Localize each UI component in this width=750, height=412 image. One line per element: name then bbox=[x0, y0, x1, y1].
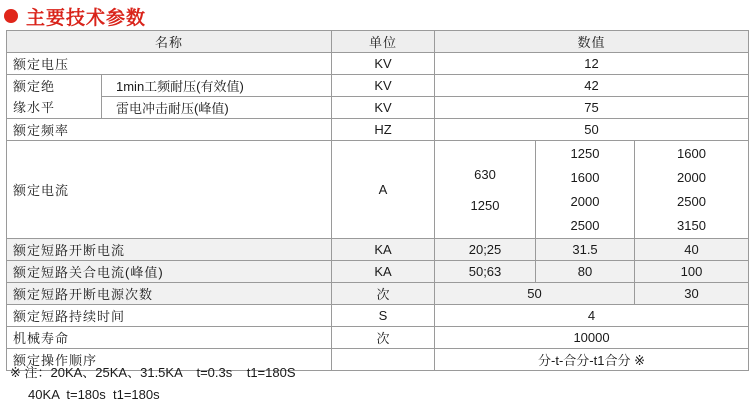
current-value: 2000 bbox=[677, 170, 706, 185]
row-unit: S bbox=[332, 305, 435, 327]
row-unit: KV bbox=[332, 97, 435, 119]
row-value: 100 bbox=[635, 261, 749, 283]
current-values-col1 bbox=[435, 141, 536, 239]
row-unit: KV bbox=[332, 75, 435, 97]
row-name: 1min工频耐压(有效值) bbox=[102, 75, 332, 97]
row-unit: KV bbox=[332, 53, 435, 75]
row-value: 30 bbox=[635, 283, 749, 305]
footnote-line: ※ 注：20KA、25KA、31.5KA t=0.3s t1=180S bbox=[10, 365, 296, 380]
row-value: 10000 bbox=[435, 327, 749, 349]
row-name: 额定短路持续时间 bbox=[7, 305, 332, 327]
spec-table bbox=[6, 30, 749, 371]
current-value: 1600 bbox=[677, 146, 706, 161]
row-name: 额定短路开断电源次数 bbox=[7, 283, 332, 305]
table-row bbox=[7, 119, 749, 141]
row-unit: KA bbox=[332, 239, 435, 261]
current-value: 630 bbox=[474, 166, 496, 182]
footnotes bbox=[10, 362, 296, 406]
current-value: 2000 bbox=[570, 194, 600, 209]
current-value: 2500 bbox=[677, 194, 706, 209]
row-name: 机械寿命 bbox=[7, 327, 332, 349]
table-row bbox=[7, 239, 749, 261]
table-row bbox=[7, 75, 749, 97]
bullet-icon bbox=[4, 9, 18, 23]
table-row bbox=[7, 305, 749, 327]
row-name: 额定短路开断电流 bbox=[7, 239, 332, 261]
section-header bbox=[4, 4, 146, 28]
row-value: 42 bbox=[435, 75, 749, 97]
row-unit bbox=[332, 349, 435, 371]
row-name: 额定电压 bbox=[7, 53, 332, 75]
footnote-line: 40KA t=180s t1=180s bbox=[10, 387, 160, 402]
row-value: 40 bbox=[635, 239, 749, 261]
insulation-level-label bbox=[7, 75, 102, 119]
row-unit: KA bbox=[332, 261, 435, 283]
current-value: 3150 bbox=[677, 218, 706, 233]
header-value: 数值 bbox=[435, 31, 749, 53]
table-row bbox=[7, 53, 749, 75]
table-header-row bbox=[7, 31, 749, 53]
row-unit: 次 bbox=[332, 327, 435, 349]
row-unit: 次 bbox=[332, 283, 435, 305]
current-values-col3 bbox=[635, 141, 749, 239]
table-row bbox=[7, 261, 749, 283]
table-row bbox=[7, 327, 749, 349]
row-value: 80 bbox=[536, 261, 635, 283]
row-value: 31.5 bbox=[536, 239, 635, 261]
row-unit: HZ bbox=[332, 119, 435, 141]
row-value: 20;25 bbox=[435, 239, 536, 261]
table-row bbox=[7, 141, 749, 239]
header-name: 名称 bbox=[7, 31, 332, 53]
row-value: 50 bbox=[435, 283, 635, 305]
row-value: 4 bbox=[435, 305, 749, 327]
current-value: 1600 bbox=[570, 170, 600, 185]
current-values-col2 bbox=[536, 141, 635, 239]
row-name: 雷电冲击耐压(峰值) bbox=[102, 97, 332, 119]
current-value: 1250 bbox=[470, 197, 500, 213]
current-value: 1250 bbox=[570, 146, 600, 161]
table-row bbox=[7, 97, 749, 119]
row-name: 额定电流 bbox=[7, 141, 332, 239]
row-name: 额定操作顺序 bbox=[7, 349, 332, 371]
row-value: 50 bbox=[435, 119, 749, 141]
section-title: 主要技术参数 bbox=[26, 7, 147, 29]
current-value: 2500 bbox=[570, 218, 600, 233]
insulation-label-line2: 缘水平 bbox=[13, 99, 56, 115]
header-unit: 单位 bbox=[332, 31, 435, 53]
row-value: 分-t-合分-t1合分 ※ bbox=[435, 349, 749, 371]
table-row bbox=[7, 283, 749, 305]
row-name: 额定频率 bbox=[7, 119, 332, 141]
insulation-label-line1: 额定绝 bbox=[13, 78, 56, 94]
row-value: 12 bbox=[435, 53, 749, 75]
row-value: 75 bbox=[435, 97, 749, 119]
row-name: 额定短路关合电流(峰值) bbox=[7, 261, 332, 283]
row-value: 50;63 bbox=[435, 261, 536, 283]
row-unit: A bbox=[332, 141, 435, 239]
